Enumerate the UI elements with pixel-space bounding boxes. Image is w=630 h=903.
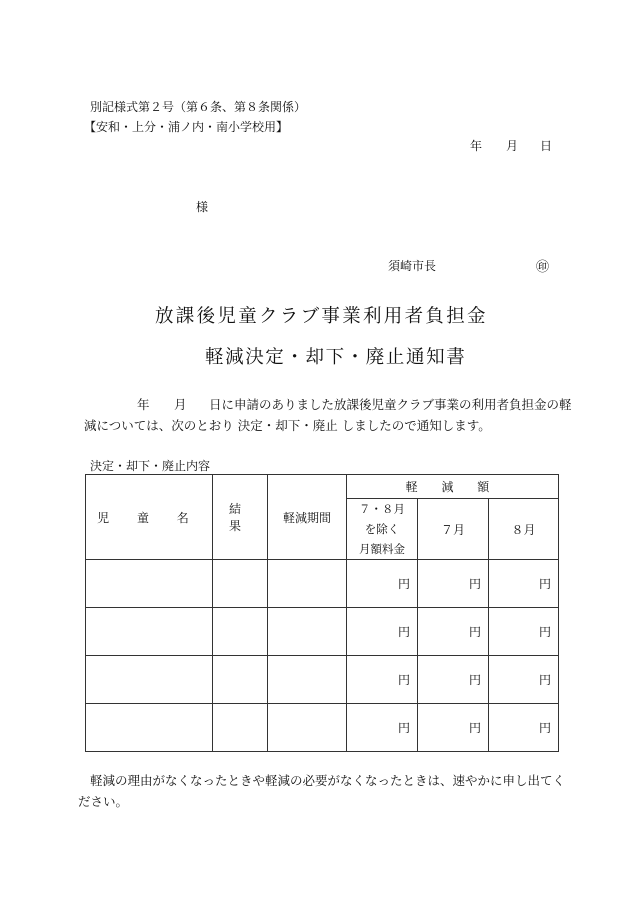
cell-period [268,608,347,656]
table-row [86,704,559,752]
footer-note-line1: 軽減の理由がなくなったときや軽減の必要がなくなったときは、速やかに申し出てく [90,773,566,788]
cell-child-name [86,704,213,752]
header-monthly-fee-line2: を除く [364,522,400,536]
cell-result [213,656,268,704]
body-line2: 減については、次のとおり 決定・却下・廃止 しましたので通知します。 [84,418,491,433]
recipient-suffix: 様 [196,200,209,214]
header-child-name: 児 童 名 [86,475,213,560]
school-scope: 【安和・上分・浦ノ内・南小学校用】 [84,120,289,134]
document-title-line2: 軽減決定・却下・廃止通知書 [205,347,467,368]
cell-july: 円 [418,656,489,704]
date-month: 月 [506,139,519,153]
header-result: 結 果 [213,475,268,560]
body-year: 年 [137,397,150,412]
cell-period [268,560,347,608]
cell-july: 円 [418,560,489,608]
form-number: 別記様式第２号（第６条、第８条関係） [90,100,307,114]
reduction-table [85,474,559,752]
header-monthly-fee-line3: 月額料金 [359,542,405,556]
cell-result [213,608,268,656]
cell-august: 円 [489,656,559,704]
cell-monthly-fee: 円 [347,560,418,608]
seal-mark: ㊞ [536,260,550,275]
issuer-name: 須崎市長 [388,259,437,273]
cell-period [268,704,347,752]
cell-july: 円 [418,608,489,656]
cell-august: 円 [489,704,559,752]
header-july: ７月 [418,499,489,560]
header-reduction-amount: 軽 減 額 [347,475,559,499]
cell-child-name [86,656,213,704]
footer-note-line2: ださい。 [78,794,129,809]
cell-monthly-fee: 円 [347,656,418,704]
cell-result [213,704,268,752]
table-row [86,656,559,704]
cell-august: 円 [489,560,559,608]
document-title-line1: 放課後児童クラブ事業利用者負担金 [155,306,488,327]
header-monthly-fee [347,499,418,560]
date-day: 日 [540,139,553,153]
header-august: ８月 [489,499,559,560]
date-year: 年 [470,139,483,153]
table-caption: 決定・却下・廃止内容 [90,459,211,473]
body-month: 月 [174,397,187,412]
cell-period [268,656,347,704]
cell-monthly-fee: 円 [347,608,418,656]
cell-result [213,560,268,608]
cell-august: 円 [489,608,559,656]
cell-july: 円 [418,704,489,752]
table-row [86,608,559,656]
cell-monthly-fee: 円 [347,704,418,752]
cell-child-name [86,608,213,656]
header-monthly-fee-line1: ７・８月 [359,502,405,516]
body-line1-rest: 日に申請のありました放課後児童クラブ事業の利用者負担金の軽 [209,397,572,412]
header-period: 軽減期間 [268,475,347,560]
table-row [86,560,559,608]
cell-child-name [86,560,213,608]
